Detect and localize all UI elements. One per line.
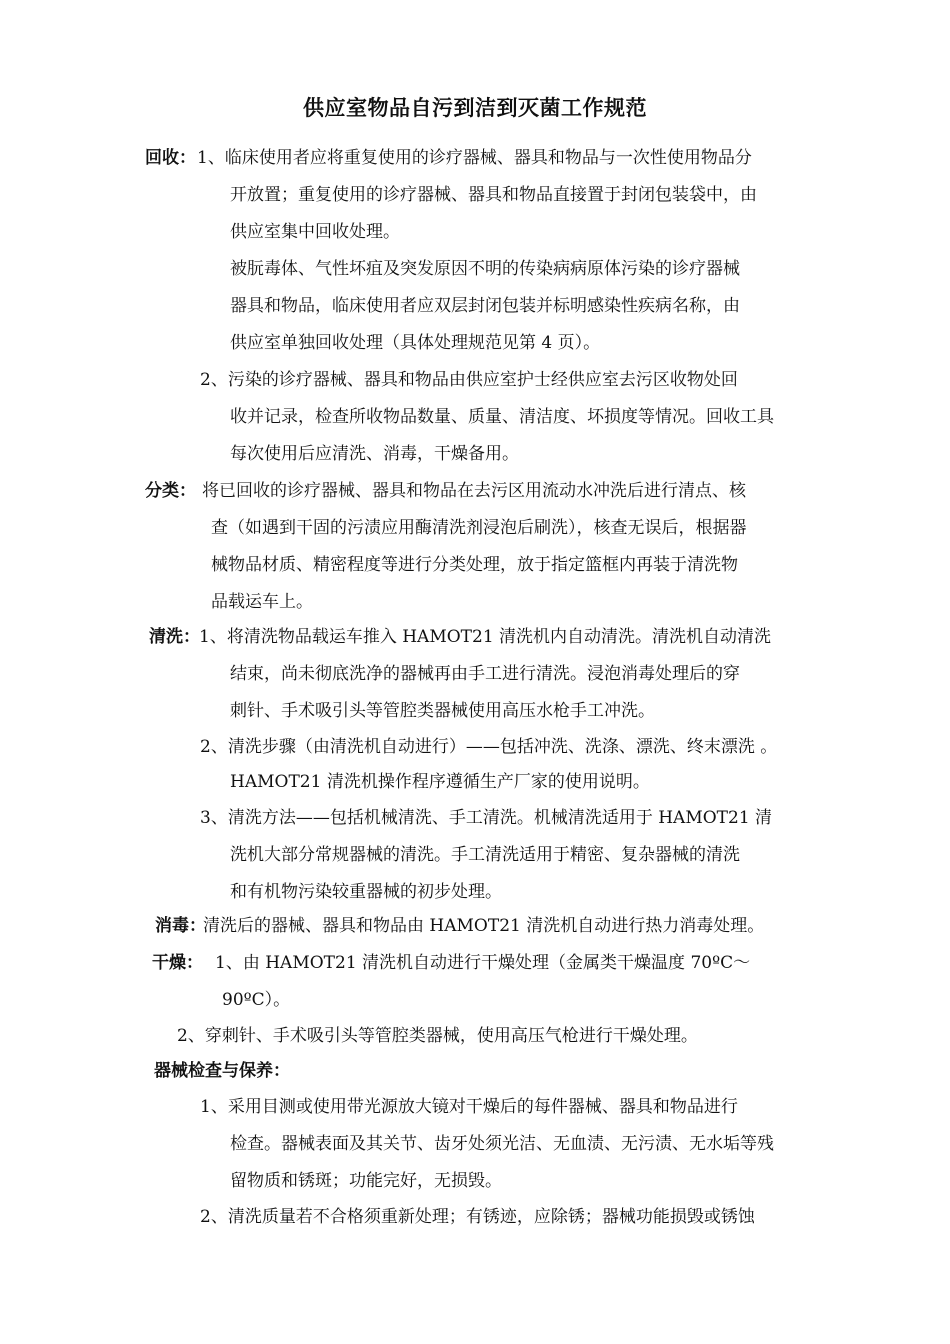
clean-item1-line: 刺针、手术吸引头等管腔类器械使用高压水枪手工冲洗。 [230, 701, 655, 721]
clean-item1-line: 结束，尚未彻底洗净的器械再由手工进行清洗。浸泡消毒处理后的穿 [230, 664, 740, 684]
recycle-item2-line: 收并记录，检查所收物品数量、质量、清洁度、坏损度等情况。回收工具 [230, 407, 774, 427]
recycle-item1-line: 1、临床使用者应将重复使用的诊疗器械、器具和物品与一次性使用物品分 [197, 148, 752, 168]
dry-item1-line: 1、由 HAMOT21 清洗机自动进行干燥处理（金属类干燥温度 70ºC～ [215, 953, 751, 973]
sort-line: 品载运车上。 [211, 592, 313, 612]
recycle-item1-line: 开放置；重复使用的诊疗器械、器具和物品直接置于封闭包装袋中，由 [230, 185, 757, 205]
section-label-dry: 干燥： [152, 953, 203, 973]
clean-item3-line: 和有机物污染较重器械的初步处理。 [230, 882, 502, 902]
clean-item2-line: HAMOT21 清洗机操作程序遵循生产厂家的使用说明。 [230, 772, 650, 792]
recycle-item2-line: 每次使用后应清洗、消毒，干燥备用。 [230, 444, 519, 464]
section-label-sort: 分类： [145, 481, 196, 501]
clean-item1-line: 1、将清洗物品载运车推入 HAMOT21 清洗机内自动清洗。清洗机自动清洗 [199, 627, 772, 647]
recycle-note-line: 供应室单独回收处理（具体处理规范见第 4 页）。 [230, 333, 601, 353]
recycle-item1-line: 供应室集中回收处理。 [230, 222, 400, 242]
disinfect-line: 清洗后的器械、器具和物品由 HAMOT21 清洗机自动进行热力消毒处理。 [203, 916, 765, 936]
sort-line: 将已回收的诊疗器械、器具和物品在去污区用流动水冲洗后进行清点、核 [202, 481, 746, 501]
inspect-item2-line: 2、清洗质量若不合格须重新处理；有锈迹，应除锈；器械功能损毁或锈蚀 [200, 1207, 755, 1227]
recycle-item2-line: 2、污染的诊疗器械、器具和物品由供应室护士经供应室去污区收物处回 [200, 370, 738, 390]
section-label-recycle: 回收： [145, 148, 196, 168]
clean-item2-line: 2、清洗步骤（由清洗机自动进行）——包括冲洗、洗涤、漂洗、终末漂洗 。 [200, 737, 778, 757]
document-title: 供应室物品自污到洁到灭菌工作规范 [303, 95, 647, 120]
sort-line: 查（如遇到干固的污渍应用酶清洗剂浸泡后刷洗），核查无误后，根据器 [211, 518, 747, 538]
inspect-item1-line: 检查。器械表面及其关节、齿牙处须光洁、无血渍、无污渍、无水垢等残 [230, 1134, 774, 1154]
section-heading-inspect: 器械检查与保养： [154, 1061, 290, 1081]
sort-line: 械物品材质、精密程度等进行分类处理，放于指定篮框内再装于清洗物 [211, 555, 738, 575]
dry-item1-line: 90ºC）。 [222, 990, 291, 1010]
recycle-note-line: 被朊毒体、气性坏疽及突发原因不明的传染病病原体污染的诊疗器械 [230, 259, 740, 279]
section-label-clean: 清洗： [149, 627, 200, 647]
recycle-note-line: 器具和物品，临床使用者应双层封闭包装并标明感染性疾病名称，由 [230, 296, 740, 316]
dry-item2-line: 2、穿刺针、手术吸引头等管腔类器械，使用高压气枪进行干燥处理。 [177, 1026, 698, 1046]
clean-item3-line: 洗机大部分常规器械的清洗。手工清洗适用于精密、复杂器械的清洗 [230, 845, 740, 865]
clean-item3-line: 3、清洗方法——包括机械清洗、手工清洗。机械清洗适用于 HAMOT21 清 [200, 808, 773, 828]
section-label-disinfect: 消毒： [155, 916, 206, 936]
inspect-item1-line: 1、采用目测或使用带光源放大镜对干燥后的每件器械、器具和物品进行 [200, 1097, 738, 1117]
inspect-item1-line: 留物质和锈斑；功能完好，无损毁。 [230, 1171, 502, 1191]
